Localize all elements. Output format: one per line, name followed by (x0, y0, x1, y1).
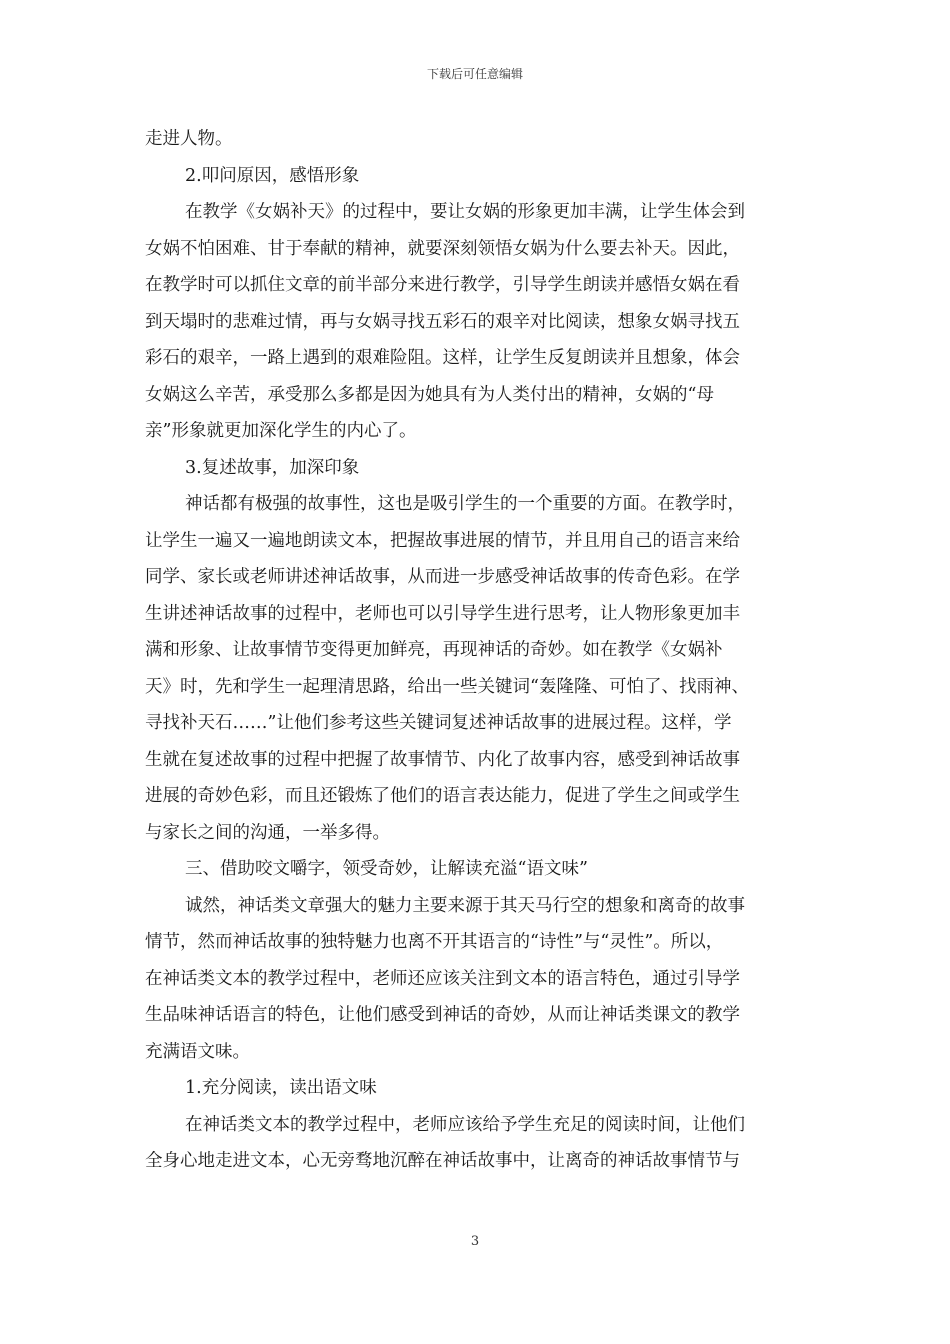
text-line: 充满语文味。 (145, 1041, 250, 1062)
text-line: 女娲不怕困难、甘于奉献的精神，就要深刻领悟女娲为什么要去补天。因此， (145, 238, 740, 259)
text-line: 生讲述神话故事的过程中，老师也可以引导学生进行思考，让人物形象更加丰 (145, 603, 740, 624)
text-line: 女娲这么辛苦，承受那么多都是因为她具有为人类付出的精神，女娲的“母 (145, 384, 714, 405)
text-line: 生就在复述故事的过程中把握了故事情节、内化了故事内容，感受到神话故事 (145, 749, 740, 770)
text-line: 诚然，神话类文章强大的魅力主要来源于其天马行空的想象和离奇的故事 (185, 895, 745, 916)
text-line: 在神话类文本的教学过程中，老师应该给予学生充足的阅读时间，让他们 (185, 1114, 745, 1135)
text-line: 在神话类文本的教学过程中，老师还应该关注到文本的语言特色，通过引导学 (145, 968, 740, 989)
text-line: 1.充分阅读，读出语文味 (185, 1078, 377, 1098)
text-line: 天》时，先和学生一起理清思路，给出一些关键词“轰隆隆、可怕了、找雨神、 (145, 676, 749, 697)
text-line: 与家长之间的沟通，一举多得。 (145, 822, 390, 843)
text-line: 进展的奇妙色彩，而且还锻炼了他们的语言表达能力，促进了学生之间或学生 (145, 786, 740, 806)
page-header: 下载后可任意编辑 (426, 67, 523, 81)
document-body (145, 121, 809, 1180)
text-line: 同学、家长或老师讲述神话故事，从而进一步感受神话故事的传奇色彩。在学 (145, 567, 740, 587)
text-line: 走进人物。 (145, 129, 233, 149)
text-line: 在教学《女娲补天》的过程中，要让女娲的形象更加丰满，让学生体会到 (185, 202, 745, 222)
text-line: 在教学时可以抓住文章的前半部分来进行教学，引导学生朗读并感悟女娲在看 (145, 275, 740, 295)
text-line: 2.叩问原因，感悟形象 (185, 165, 360, 186)
text-line: 情节，然而神话故事的独特魅力也离不开其语言的“诗性”与“灵性”。所以， (145, 932, 724, 952)
page-number: 3 (470, 1234, 480, 1249)
text-line: 三、借助咬文嚼字，领受奇妙，让解读充溢“语文味” (185, 859, 588, 879)
text-line: 3.复述故事，加深印象 (185, 457, 360, 478)
text-line: 彩石的艰辛，一路上遇到的艰难险阻。这样，让学生反复朗读并且想象，体会 (145, 348, 740, 368)
text-line: 神话都有极强的故事性，这也是吸引学生的一个重要的方面。在教学时， (185, 494, 745, 514)
text-line: 亲”形象就更加深化学生的内心了。 (145, 421, 417, 441)
text-line: 到天塌时的悲难过情，再与女娲寻找五彩石的艰辛对比阅读，想象女娲寻找五 (145, 311, 740, 332)
text-line: 让学生一遍又一遍地朗读文本，把握故事进展的情节，并且用自己的语言来给 (145, 530, 740, 551)
text-line: 寻找补天石……”让他们参考这些关键词复述神话故事的进展过程。这样，学 (145, 713, 732, 733)
text-line: 生品味神话语言的特色，让他们感受到神话的奇妙，从而让神话类课文的教学 (145, 1005, 740, 1025)
text-line: 满和形象、让故事情节变得更加鲜亮，再现神话的奇妙。如在教学《女娲补 (145, 640, 723, 660)
text-line: 全身心地走进文本，心无旁骛地沉醉在神话故事中，让离奇的神话故事情节与 (145, 1151, 740, 1171)
